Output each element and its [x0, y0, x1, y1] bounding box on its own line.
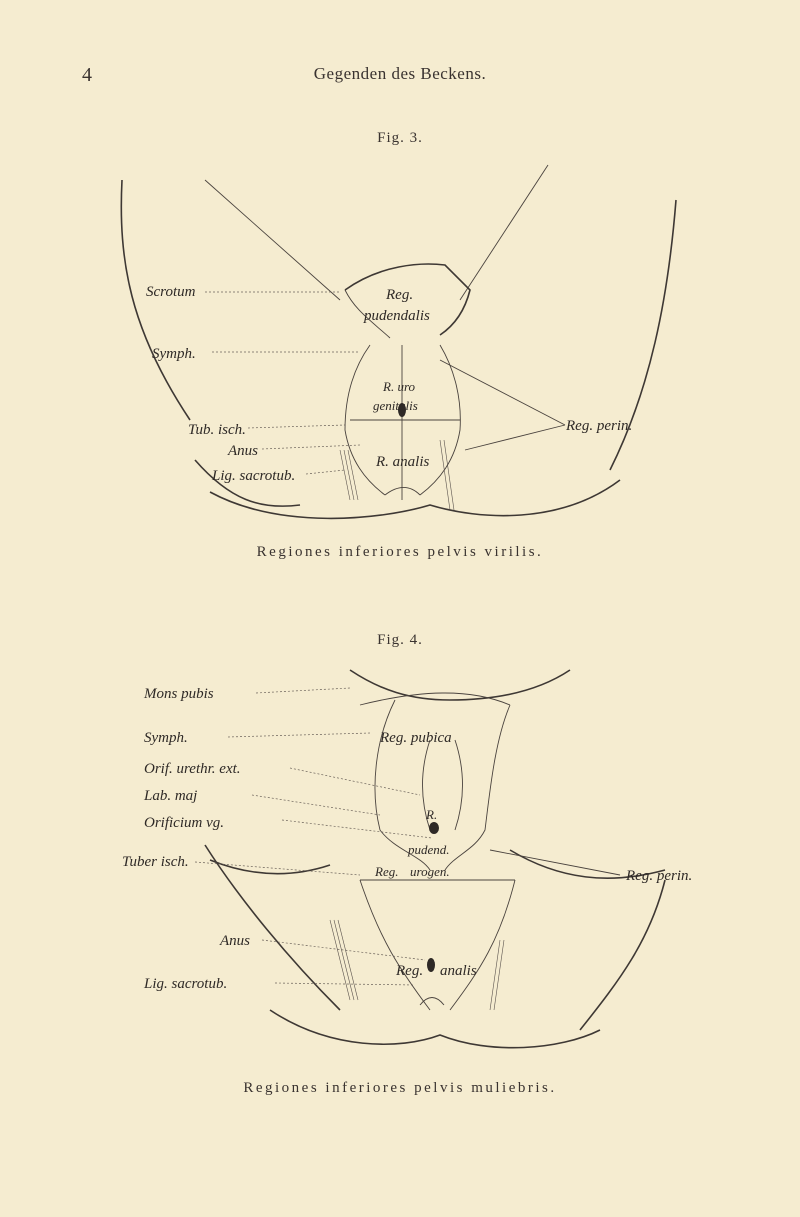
fig3-caption: Regiones inferiores pelvis virilis.: [256, 544, 544, 560]
fig4-label-anus: Anus: [220, 933, 250, 949]
fig4-buttock-line: [270, 1010, 600, 1048]
fig4-label-lab-maj: Lab. maj: [144, 788, 198, 804]
fig4-right-thigh: [580, 880, 665, 1030]
fig4-caption: Regiones inferiores pelvis muliebris.: [243, 1080, 557, 1096]
fig4-leader-symph: [228, 733, 370, 737]
fig4-mons-curve: [350, 670, 570, 700]
fig3-label-genitalis: genitalis: [373, 398, 418, 413]
fig4-leader-perin: [490, 850, 620, 875]
fig3-label-anus: Anus: [228, 443, 258, 459]
fig4-left-ischial: [360, 880, 430, 1010]
fig4-leader-mons: [256, 688, 350, 693]
fig4-leader-lig: [275, 983, 415, 985]
fig4-label-urogen: urogen.: [410, 864, 450, 879]
page-number: 4: [82, 64, 92, 86]
fig4-label-mons-pubis: Mons pubis: [144, 686, 214, 702]
fig4-label-symph: Symph.: [144, 730, 188, 746]
fig3-label-pudendalis: pudendalis: [364, 308, 430, 324]
fig4-label-reg2: Reg.: [396, 963, 424, 979]
running-head: Gegenden des Beckens.: [313, 64, 487, 83]
fig4-title: Fig. 4.: [377, 632, 423, 648]
fig3-label-symph: Symph.: [152, 346, 196, 362]
fig4-vestibule-right: [455, 740, 463, 830]
fig4-leader-orificium: [282, 820, 432, 838]
fig4-label-analis: analis: [440, 963, 477, 979]
fig4-label-pudend: pudend.: [408, 842, 450, 857]
fig3-label-r-uro: R. uro: [383, 379, 416, 394]
fig4-leader-labmaj: [252, 795, 380, 815]
fig4-label-reg-perin: Reg. perin.: [626, 868, 693, 884]
fig3-title: Fig. 3.: [377, 130, 423, 146]
fig4-label-orif-urethr: Orif. urethr. ext.: [144, 761, 241, 777]
fig4-anal-curve: [420, 998, 444, 1006]
fig4-anal-dot: [427, 958, 435, 972]
fig4-label-lig-sacrotub: Lig. sacrotub.: [144, 976, 228, 992]
fig3-label-reg: Reg.: [386, 287, 414, 303]
fig3-label-tub-isch: Tub. isch.: [188, 422, 246, 438]
fig4-label-reg: Reg.: [375, 864, 399, 879]
fig4-right-ischial: [450, 880, 515, 1010]
fig3-label-r-analis: R. analis: [376, 454, 430, 470]
fig4-label-orificium-vg: Orificium vg.: [144, 815, 224, 831]
fig3-label-scrotum: Scrotum: [146, 284, 196, 300]
fig4-urethral-dot: [429, 822, 439, 834]
fig4-labium-right: [445, 705, 510, 870]
fig4-label-reg-pubica: Reg. pubica: [380, 730, 452, 746]
fig4-left-gluteal: [210, 860, 330, 874]
fig3-label-lig-sacrotub: Lig. sacrotub.: [212, 468, 296, 484]
fig4-label-r: R.: [426, 807, 438, 822]
fig4-label-tuber-isch: Tuber isch.: [122, 854, 189, 870]
fig3-label-reg-perin: Reg. perin.: [566, 418, 633, 434]
fig4-leader-orif: [290, 768, 420, 795]
